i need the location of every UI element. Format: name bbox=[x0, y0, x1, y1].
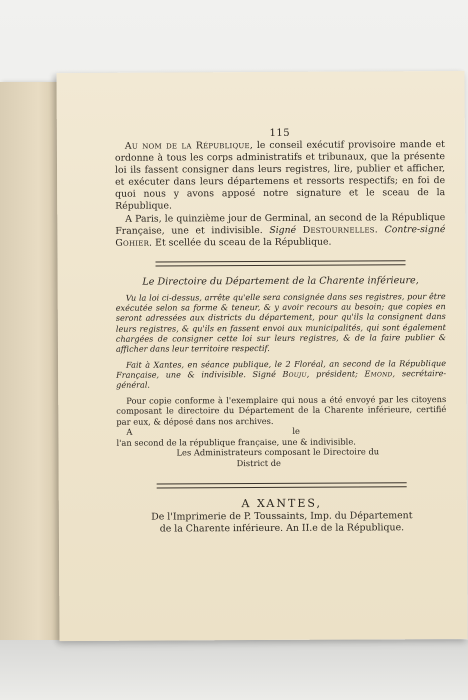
copy-place-le: le bbox=[292, 426, 300, 437]
copy-certification bbox=[116, 394, 446, 470]
page-number: 115 bbox=[269, 127, 291, 139]
president-label: président; bbox=[316, 368, 358, 379]
decree-text bbox=[115, 139, 446, 250]
copy-district-line: District de bbox=[236, 457, 281, 469]
directory-paragraph-1: Vu la loi ci-dessus, arrête qu'elle sera consignée dans ses registres, pour être exécutée selon sa forme & teneur, & y avoir recours au besoin; que copies en seront adressées aux districts du département, pour qu'ils la consignent dans leurs registres, & qu'ils en fassent envoi aux municipalités, qui sont également chargées de consigner cette loi sur leurs registres, & de la faire publier & afficher dans leur territoire respectif. bbox=[115, 290, 446, 355]
separator-rule-1 bbox=[156, 260, 406, 266]
background-surface bbox=[0, 640, 468, 700]
contre-signe-label: Contre-signé bbox=[384, 223, 446, 236]
decree-date: A Paris, le quinzième jour de Germinal, an second de la République Française, une et indivisible. bbox=[115, 211, 446, 237]
document-page bbox=[57, 71, 468, 641]
secretary-label: secrétaire-général. bbox=[116, 367, 447, 390]
directory-paragraph-2 bbox=[116, 358, 446, 391]
imprint-block bbox=[117, 497, 447, 536]
copy-paragraph: Pour copie conforme à l'exemplaire qui nous a été envoyé par les citoyens composant le directoire du Département de la Charente inférieure, certifié par eux, & déposé dans nos archives. bbox=[116, 393, 447, 427]
decree-paragraph-1 bbox=[115, 139, 445, 213]
imprint-place: A XANTES, bbox=[241, 496, 323, 510]
copy-admins-line: Les Administrateurs composant le Directoire du bbox=[176, 446, 380, 458]
page-content bbox=[115, 127, 447, 535]
copy-place-a: A bbox=[126, 426, 133, 438]
decree-paragraph-2 bbox=[115, 212, 445, 250]
decree-lead: Au nom de la République bbox=[124, 140, 250, 152]
decree-seal: Et scellée du sceau de la République. bbox=[155, 236, 332, 249]
imprint-line-1: De l'Imprimerie de P. Toussaints, Imp. du Département bbox=[151, 509, 413, 523]
imprint-line-2: de la Charente inférieure. An II.e de la République. bbox=[159, 521, 405, 535]
back-page-edge bbox=[0, 82, 64, 642]
signatory-destournelles: Destournelles. bbox=[302, 224, 378, 236]
copy-date-line: l'an second de la république française, une & indivisible. bbox=[116, 436, 356, 448]
signatory-emond: Emond, bbox=[364, 368, 396, 379]
signatory-bouju: Bouju, bbox=[282, 368, 310, 379]
separator-rule-2 bbox=[157, 482, 407, 488]
directory-heading: Le Directoire du Département de la Charente inférieure, bbox=[142, 275, 419, 288]
directory-date: Fait à Xantes, en séance publique, le 2 Floréal, an second de la République Française, une & indivisible. Signé bbox=[116, 357, 447, 380]
signe-label: Signé bbox=[269, 224, 297, 236]
decree-body: , le conseil exécutif provisoire mande et ordonne à tous les corps administratifs et tribunaux, que la présente loi ils fassent consigner dans leurs registres, lire, publier et afficher, et exécuter dans leurs départemens et ressorts respectifs; en foi de quoi nous y avons apposé notre signature et le sceau de la République. bbox=[114, 139, 446, 213]
directory-text bbox=[116, 291, 447, 390]
signatory-gohier: Gohier. bbox=[115, 237, 153, 249]
